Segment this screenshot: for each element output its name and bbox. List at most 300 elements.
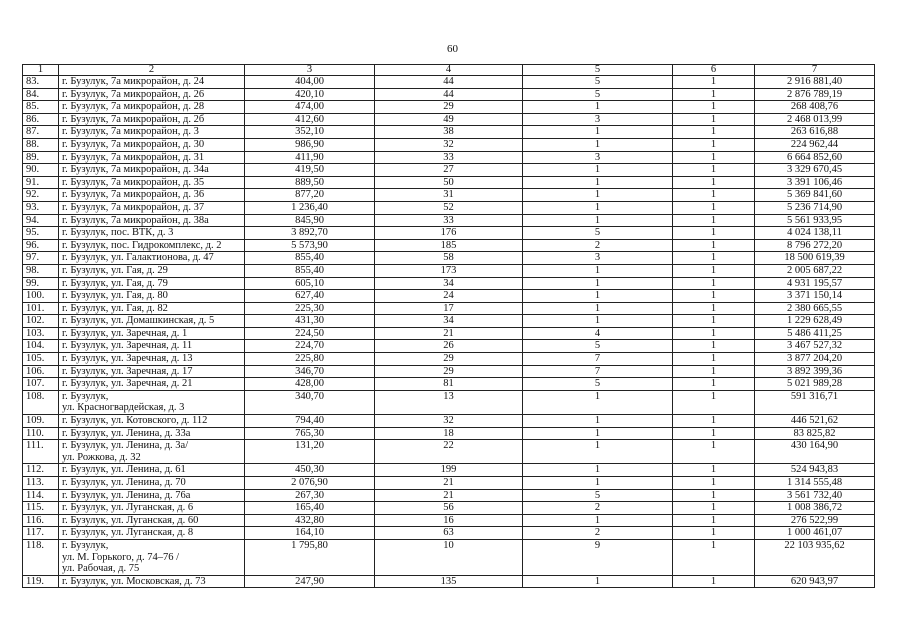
col6-cell: 1 (673, 365, 755, 378)
table-row (23, 390, 875, 414)
row-number-cell: 94. (23, 214, 59, 227)
area-cell: 765,30 (245, 427, 375, 440)
amount-cell: 1 314 555,48 (755, 477, 875, 490)
address-cell: г. Бузулук, ул. Ленина, д. 61 (59, 464, 245, 477)
col5-cell: 1 (523, 440, 673, 464)
address-cell: г. Бузулук, ул. Ленина, д. 33а (59, 427, 245, 440)
col5-cell: 7 (523, 365, 673, 378)
col6-cell: 1 (673, 88, 755, 101)
col6-cell: 1 (673, 113, 755, 126)
column-header: 2 (59, 65, 245, 76)
address-cell: г. Бузулук, ул. Ленина, д. 3а/ ул. Рожкова, д. 32 (59, 440, 245, 464)
address-cell: г. Бузулук, ул. Галактионова, д. 47 (59, 252, 245, 265)
row-number-cell: 103. (23, 327, 59, 340)
row-number-cell: 97. (23, 252, 59, 265)
col6-cell: 1 (673, 277, 755, 290)
address-cell: г. Бузулук, ул. Луганская, д. 60 (59, 514, 245, 527)
col6-cell: 1 (673, 302, 755, 315)
col4-cell: 58 (375, 252, 523, 265)
amount-cell: 2 005 687,22 (755, 264, 875, 277)
col5-cell: 7 (523, 353, 673, 366)
amount-cell: 263 616,88 (755, 126, 875, 139)
col5-cell: 1 (523, 464, 673, 477)
amount-cell: 5 236 714,90 (755, 201, 875, 214)
address-cell: г. Бузулук, ул. Гая, д. 80 (59, 290, 245, 303)
area-cell: 412,60 (245, 113, 375, 126)
address-cell: г. Бузулук, ул. Гая, д. 29 (59, 264, 245, 277)
amount-cell: 2 876 789,19 (755, 88, 875, 101)
col6-cell: 1 (673, 151, 755, 164)
table-row (23, 138, 875, 151)
col5-cell: 1 (523, 201, 673, 214)
col6-cell: 1 (673, 340, 755, 353)
col4-cell: 33 (375, 214, 523, 227)
address-cell: г. Бузулук, ул. Заречная, д. 11 (59, 340, 245, 353)
col5-cell: 5 (523, 489, 673, 502)
address-cell: г. Бузулук, 7а микрорайон, д. 2б (59, 113, 245, 126)
address-cell: г. Бузулук, пос. Гидрокомплекс, д. 2 (59, 239, 245, 252)
housing-registry-table (22, 64, 875, 588)
row-number-cell: 86. (23, 113, 59, 126)
col6-cell: 1 (673, 189, 755, 202)
table-row (23, 113, 875, 126)
table-row (23, 252, 875, 265)
col6-cell: 1 (673, 440, 755, 464)
col6-cell: 1 (673, 201, 755, 214)
address-cell: г. Бузулук, ул. Заречная, д. 1 (59, 327, 245, 340)
area-cell: 224,70 (245, 340, 375, 353)
area-cell: 428,00 (245, 378, 375, 391)
table-row (23, 264, 875, 277)
col6-cell: 1 (673, 101, 755, 114)
address-cell: г. Бузулук, ул. Гая, д. 79 (59, 277, 245, 290)
row-number-cell: 100. (23, 290, 59, 303)
area-cell: 352,10 (245, 126, 375, 139)
row-number-cell: 102. (23, 315, 59, 328)
amount-cell: 2 380 665,55 (755, 302, 875, 315)
col5-cell: 1 (523, 214, 673, 227)
amount-cell: 3 329 670,45 (755, 164, 875, 177)
col5-cell: 1 (523, 477, 673, 490)
col4-cell: 27 (375, 164, 523, 177)
amount-cell: 268 408,76 (755, 101, 875, 114)
amount-cell: 3 467 527,32 (755, 340, 875, 353)
col5-cell: 1 (523, 277, 673, 290)
area-cell: 164,10 (245, 527, 375, 540)
table-row (23, 539, 875, 575)
area-cell: 605,10 (245, 277, 375, 290)
area-cell: 165,40 (245, 502, 375, 515)
row-number-cell: 116. (23, 514, 59, 527)
column-header: 7 (755, 65, 875, 76)
amount-cell: 6 664 852,60 (755, 151, 875, 164)
col4-cell: 16 (375, 514, 523, 527)
col4-cell: 32 (375, 138, 523, 151)
row-number-cell: 85. (23, 101, 59, 114)
col6-cell: 1 (673, 575, 755, 588)
table-row (23, 527, 875, 540)
amount-cell: 5 561 933,95 (755, 214, 875, 227)
address-cell: г. Бузулук, 7а микрорайон, д. 36 (59, 189, 245, 202)
address-cell: г. Бузулук, ул. Заречная, д. 21 (59, 378, 245, 391)
col6-cell: 1 (673, 378, 755, 391)
col6-cell: 1 (673, 514, 755, 527)
area-cell: 225,80 (245, 353, 375, 366)
row-number-cell: 119. (23, 575, 59, 588)
col5-cell: 4 (523, 327, 673, 340)
amount-cell: 8 796 272,20 (755, 239, 875, 252)
area-cell: 845,90 (245, 214, 375, 227)
col5-cell: 2 (523, 527, 673, 540)
row-number-cell: 110. (23, 427, 59, 440)
row-number-cell: 108. (23, 390, 59, 414)
col4-cell: 63 (375, 527, 523, 540)
col5-cell: 1 (523, 302, 673, 315)
col4-cell: 50 (375, 176, 523, 189)
address-cell: г. Бузулук, 7а микрорайон, д. 34а (59, 164, 245, 177)
address-cell: г. Бузулук, ул. Заречная, д. 17 (59, 365, 245, 378)
col6-cell: 1 (673, 126, 755, 139)
col6-cell: 1 (673, 76, 755, 89)
row-number-cell: 91. (23, 176, 59, 189)
table-row (23, 378, 875, 391)
col4-cell: 185 (375, 239, 523, 252)
row-number-cell: 115. (23, 502, 59, 515)
row-number-cell: 104. (23, 340, 59, 353)
table-row (23, 189, 875, 202)
col6-cell: 1 (673, 464, 755, 477)
col5-cell: 2 (523, 502, 673, 515)
address-cell: г. Бузулук, 7а микрорайон, д. 24 (59, 76, 245, 89)
area-cell: 431,30 (245, 315, 375, 328)
col6-cell: 1 (673, 264, 755, 277)
amount-cell: 3 371 150,14 (755, 290, 875, 303)
col5-cell: 3 (523, 151, 673, 164)
amount-cell: 591 316,71 (755, 390, 875, 414)
table-row (23, 126, 875, 139)
table-row (23, 227, 875, 240)
row-number-cell: 92. (23, 189, 59, 202)
amount-cell: 3 877 204,20 (755, 353, 875, 366)
amount-cell: 4 931 195,57 (755, 277, 875, 290)
table-row (23, 415, 875, 428)
col5-cell: 2 (523, 239, 673, 252)
area-cell: 855,40 (245, 252, 375, 265)
column-header: 3 (245, 65, 375, 76)
col4-cell: 81 (375, 378, 523, 391)
address-cell: г. Бузулук, ул. Домашкинская, д. 5 (59, 315, 245, 328)
col4-cell: 13 (375, 390, 523, 414)
table-row (23, 315, 875, 328)
col5-cell: 5 (523, 340, 673, 353)
col6-cell: 1 (673, 353, 755, 366)
col4-cell: 32 (375, 415, 523, 428)
table-row (23, 151, 875, 164)
table-row (23, 477, 875, 490)
area-cell: 986,90 (245, 138, 375, 151)
col4-cell: 22 (375, 440, 523, 464)
col5-cell: 1 (523, 427, 673, 440)
address-cell: г. Бузулук, ул. Ленина, д. 76а (59, 489, 245, 502)
col4-cell: 135 (375, 575, 523, 588)
row-number-cell: 88. (23, 138, 59, 151)
col4-cell: 49 (375, 113, 523, 126)
amount-cell: 5 021 989,28 (755, 378, 875, 391)
table-row (23, 214, 875, 227)
col5-cell: 1 (523, 138, 673, 151)
table-row (23, 302, 875, 315)
table-row (23, 277, 875, 290)
area-cell: 225,30 (245, 302, 375, 315)
amount-cell: 22 103 935,62 (755, 539, 875, 575)
table-row (23, 514, 875, 527)
amount-cell: 1 229 628,49 (755, 315, 875, 328)
area-cell: 1 236,40 (245, 201, 375, 214)
area-cell: 1 795,80 (245, 539, 375, 575)
col6-cell: 1 (673, 527, 755, 540)
col4-cell: 38 (375, 126, 523, 139)
col4-cell: 33 (375, 151, 523, 164)
col5-cell: 9 (523, 539, 673, 575)
column-header: 5 (523, 65, 673, 76)
table-row (23, 290, 875, 303)
col4-cell: 34 (375, 315, 523, 328)
col6-cell: 1 (673, 489, 755, 502)
amount-cell: 276 522,99 (755, 514, 875, 527)
col6-cell: 1 (673, 290, 755, 303)
col4-cell: 21 (375, 477, 523, 490)
address-cell: г. Бузулук, ул. Гая, д. 82 (59, 302, 245, 315)
area-cell: 340,70 (245, 390, 375, 414)
col6-cell: 1 (673, 239, 755, 252)
address-cell: г. Бузулук, ул. Луганская, д. 6 (59, 502, 245, 515)
table-row (23, 164, 875, 177)
column-header: 6 (673, 65, 755, 76)
col4-cell: 176 (375, 227, 523, 240)
row-number-cell: 99. (23, 277, 59, 290)
address-cell: г. Бузулук, 7а микрорайон, д. 26 (59, 88, 245, 101)
row-number-cell: 113. (23, 477, 59, 490)
column-number-row (23, 65, 875, 76)
area-cell: 889,50 (245, 176, 375, 189)
col6-cell: 1 (673, 415, 755, 428)
col5-cell: 1 (523, 164, 673, 177)
area-cell: 877,20 (245, 189, 375, 202)
table-row (23, 440, 875, 464)
col6-cell: 1 (673, 502, 755, 515)
area-cell: 474,00 (245, 101, 375, 114)
col5-cell: 1 (523, 315, 673, 328)
amount-cell: 5 486 411,25 (755, 327, 875, 340)
col6-cell: 1 (673, 327, 755, 340)
address-cell: г. Бузулук, ул. Московская, д. 73 (59, 575, 245, 588)
col6-cell: 1 (673, 138, 755, 151)
col4-cell: 24 (375, 290, 523, 303)
table-row (23, 88, 875, 101)
col4-cell: 199 (375, 464, 523, 477)
address-cell: г. Бузулук, 7а микрорайон, д. 28 (59, 101, 245, 114)
area-cell: 224,50 (245, 327, 375, 340)
amount-cell: 5 369 841,60 (755, 189, 875, 202)
table-row (23, 464, 875, 477)
col6-cell: 1 (673, 477, 755, 490)
amount-cell: 446 521,62 (755, 415, 875, 428)
col5-cell: 5 (523, 76, 673, 89)
col6-cell: 1 (673, 214, 755, 227)
col5-cell: 3 (523, 252, 673, 265)
col4-cell: 52 (375, 201, 523, 214)
table-row (23, 176, 875, 189)
address-cell: г. Бузулук, ул. Красногвардейская, д. 3 (59, 390, 245, 414)
area-cell: 3 892,70 (245, 227, 375, 240)
col4-cell: 29 (375, 365, 523, 378)
col4-cell: 44 (375, 76, 523, 89)
area-cell: 419,50 (245, 164, 375, 177)
col5-cell: 1 (523, 390, 673, 414)
col5-cell: 1 (523, 264, 673, 277)
address-cell: г. Бузулук, ул. М. Горького, д. 74–76 / ул. Рабочая, д. 75 (59, 539, 245, 575)
table-row (23, 489, 875, 502)
col5-cell: 1 (523, 101, 673, 114)
col5-cell: 5 (523, 227, 673, 240)
area-cell: 450,30 (245, 464, 375, 477)
col4-cell: 21 (375, 489, 523, 502)
amount-cell: 4 024 138,11 (755, 227, 875, 240)
row-number-cell: 84. (23, 88, 59, 101)
area-cell: 267,30 (245, 489, 375, 502)
address-cell: г. Бузулук, 7а микрорайон, д. 37 (59, 201, 245, 214)
col6-cell: 1 (673, 539, 755, 575)
row-number-cell: 114. (23, 489, 59, 502)
col5-cell: 5 (523, 378, 673, 391)
row-number-cell: 90. (23, 164, 59, 177)
column-header: 1 (23, 65, 59, 76)
address-cell: г. Бузулук, ул. Луганская, д. 8 (59, 527, 245, 540)
col5-cell: 1 (523, 415, 673, 428)
col4-cell: 10 (375, 539, 523, 575)
col5-cell: 1 (523, 176, 673, 189)
amount-cell: 224 962,44 (755, 138, 875, 151)
table-row (23, 76, 875, 89)
amount-cell: 3 892 399,36 (755, 365, 875, 378)
row-number-cell: 109. (23, 415, 59, 428)
col5-cell: 1 (523, 514, 673, 527)
amount-cell: 524 943,83 (755, 464, 875, 477)
amount-cell: 620 943,97 (755, 575, 875, 588)
row-number-cell: 95. (23, 227, 59, 240)
area-cell: 627,40 (245, 290, 375, 303)
amount-cell: 430 164,90 (755, 440, 875, 464)
table-row (23, 239, 875, 252)
amount-cell: 3 391 106,46 (755, 176, 875, 189)
table-row (23, 575, 875, 588)
col5-cell: 5 (523, 88, 673, 101)
row-number-cell: 87. (23, 126, 59, 139)
row-number-cell: 118. (23, 539, 59, 575)
col4-cell: 173 (375, 264, 523, 277)
amount-cell: 1 008 386,72 (755, 502, 875, 515)
table-row (23, 201, 875, 214)
amount-cell: 2 468 013,99 (755, 113, 875, 126)
col4-cell: 29 (375, 101, 523, 114)
address-cell: г. Бузулук, 7а микрорайон, д. 38а (59, 214, 245, 227)
col6-cell: 1 (673, 164, 755, 177)
col5-cell: 1 (523, 189, 673, 202)
row-number-cell: 117. (23, 527, 59, 540)
col6-cell: 1 (673, 427, 755, 440)
col6-cell: 1 (673, 176, 755, 189)
col4-cell: 29 (375, 353, 523, 366)
amount-cell: 83 825,82 (755, 427, 875, 440)
col5-cell: 1 (523, 575, 673, 588)
col6-cell: 1 (673, 252, 755, 265)
col6-cell: 1 (673, 227, 755, 240)
col6-cell: 1 (673, 315, 755, 328)
col4-cell: 31 (375, 189, 523, 202)
area-cell: 247,90 (245, 575, 375, 588)
area-cell: 131,20 (245, 440, 375, 464)
row-number-cell: 101. (23, 302, 59, 315)
row-number-cell: 98. (23, 264, 59, 277)
col5-cell: 1 (523, 126, 673, 139)
row-number-cell: 106. (23, 365, 59, 378)
address-cell: г. Бузулук, пос. ВТК, д. 3 (59, 227, 245, 240)
table-row (23, 101, 875, 114)
area-cell: 855,40 (245, 264, 375, 277)
table-row (23, 353, 875, 366)
col4-cell: 17 (375, 302, 523, 315)
address-cell: г. Бузулук, 7а микрорайон, д. 35 (59, 176, 245, 189)
area-cell: 411,90 (245, 151, 375, 164)
col4-cell: 18 (375, 427, 523, 440)
table-row (23, 365, 875, 378)
col5-cell: 1 (523, 290, 673, 303)
address-cell: г. Бузулук, 7а микрорайон, д. 31 (59, 151, 245, 164)
row-number-cell: 96. (23, 239, 59, 252)
col4-cell: 34 (375, 277, 523, 290)
row-number-cell: 105. (23, 353, 59, 366)
table-row (23, 502, 875, 515)
col4-cell: 56 (375, 502, 523, 515)
amount-cell: 1 000 461,07 (755, 527, 875, 540)
area-cell: 432,80 (245, 514, 375, 527)
page-number: 60 (447, 43, 458, 55)
area-cell: 346,70 (245, 365, 375, 378)
amount-cell: 2 916 881,40 (755, 76, 875, 89)
row-number-cell: 89. (23, 151, 59, 164)
address-cell: г. Бузулук, 7а микрорайон, д. 30 (59, 138, 245, 151)
col4-cell: 44 (375, 88, 523, 101)
table-row (23, 327, 875, 340)
address-cell: г. Бузулук, ул. Котовского, д. 112 (59, 415, 245, 428)
row-number-cell: 107. (23, 378, 59, 391)
row-number-cell: 83. (23, 76, 59, 89)
amount-cell: 3 561 732,40 (755, 489, 875, 502)
column-header: 4 (375, 65, 523, 76)
address-cell: г. Бузулук, ул. Заречная, д. 13 (59, 353, 245, 366)
col4-cell: 26 (375, 340, 523, 353)
area-cell: 404,00 (245, 76, 375, 89)
col4-cell: 21 (375, 327, 523, 340)
table-row (23, 340, 875, 353)
area-cell: 2 076,90 (245, 477, 375, 490)
row-number-cell: 111. (23, 440, 59, 464)
area-cell: 794,40 (245, 415, 375, 428)
area-cell: 420,10 (245, 88, 375, 101)
col6-cell: 1 (673, 390, 755, 414)
area-cell: 5 573,90 (245, 239, 375, 252)
address-cell: г. Бузулук, 7а микрорайон, д. 3 (59, 126, 245, 139)
